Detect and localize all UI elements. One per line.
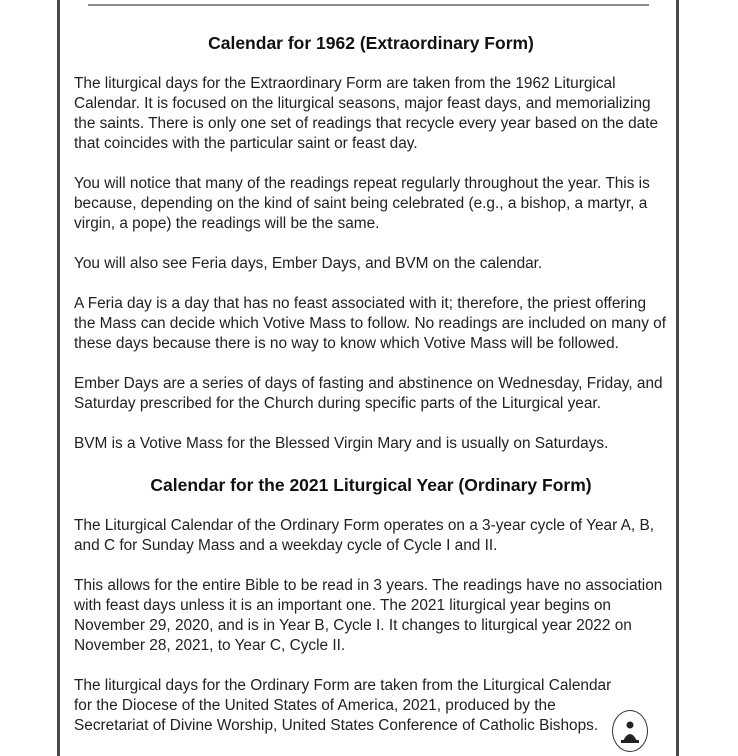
- section-heading-2021: Calendar for the 2021 Liturgical Year (Ordinary Form): [150, 475, 592, 495]
- paragraph-1962-repeat: You will notice that many of the readings repeat regularly throughout the year. This is because, depending on the kind of saint being celebrated (e.g., a bishop, a martyr, a virgin, a pope) the readings will be the same.: [74, 175, 650, 232]
- seal-logo-icon: [612, 710, 648, 752]
- page-content: [74, 30, 668, 736]
- paragraph-1962-feria-day: A Feria day is a day that has no feast associated with it; therefore, the priest offering the Mass can decide which Votive Mass to follow. No readings are included on many of these days because there is no way to know which Votive Mass will be followed.: [74, 295, 667, 352]
- document-page: [57, 0, 679, 756]
- paragraph-1962-bvm: BVM is a Votive Mass for the Blessed Virgin Mary and is usually on Saturdays.: [74, 435, 609, 452]
- paragraph-1962-feria-list: You will also see Feria days, Ember Days, and BVM on the calendar.: [74, 255, 543, 272]
- section-heading-1962: Calendar for 1962 (Extraordinary Form): [208, 33, 534, 53]
- paragraph-2021-cycle: The Liturgical Calendar of the Ordinary Form operates on a 3-year cycle of Year A, B, and C for Sunday Mass and a weekday cycle of Cycle I and II.: [74, 517, 655, 554]
- paragraph-2021-bible: This allows for the entire Bible to be read in 3 years. The readings have no association with feast days unless it is an important one. The 2021 liturgical year begins on November 29, 2020, and is in Year B, Cycle I. It changes to liturgical year 2022 on November 28, 2021, to Year C, Cycle II.: [74, 577, 663, 654]
- paragraph-1962-intro: The liturgical days for the Extraordinary Form are taken from the 1962 Liturgical Calendar. It is focused on the liturgical seasons, major feast days, and memorializing the saints. There is only one set of readings that recycle every year based on the date that coincides with the particular saint or feast day.: [74, 75, 659, 152]
- header-rule-thin: [88, 4, 649, 6]
- paragraph-2021-source: The liturgical days for the Ordinary Form are taken from the Liturgical Calendar for the Diocese of the United States of America, 2021, produced by the Secretariat of Divine Worship, United States Conference of Catholic Bishops.: [74, 677, 612, 734]
- paragraph-1962-ember-days: Ember Days are a series of days of fasting and abstinence on Wednesday, Friday, and Saturday prescribed for the Church during specific parts of the Liturgical year.: [74, 375, 663, 412]
